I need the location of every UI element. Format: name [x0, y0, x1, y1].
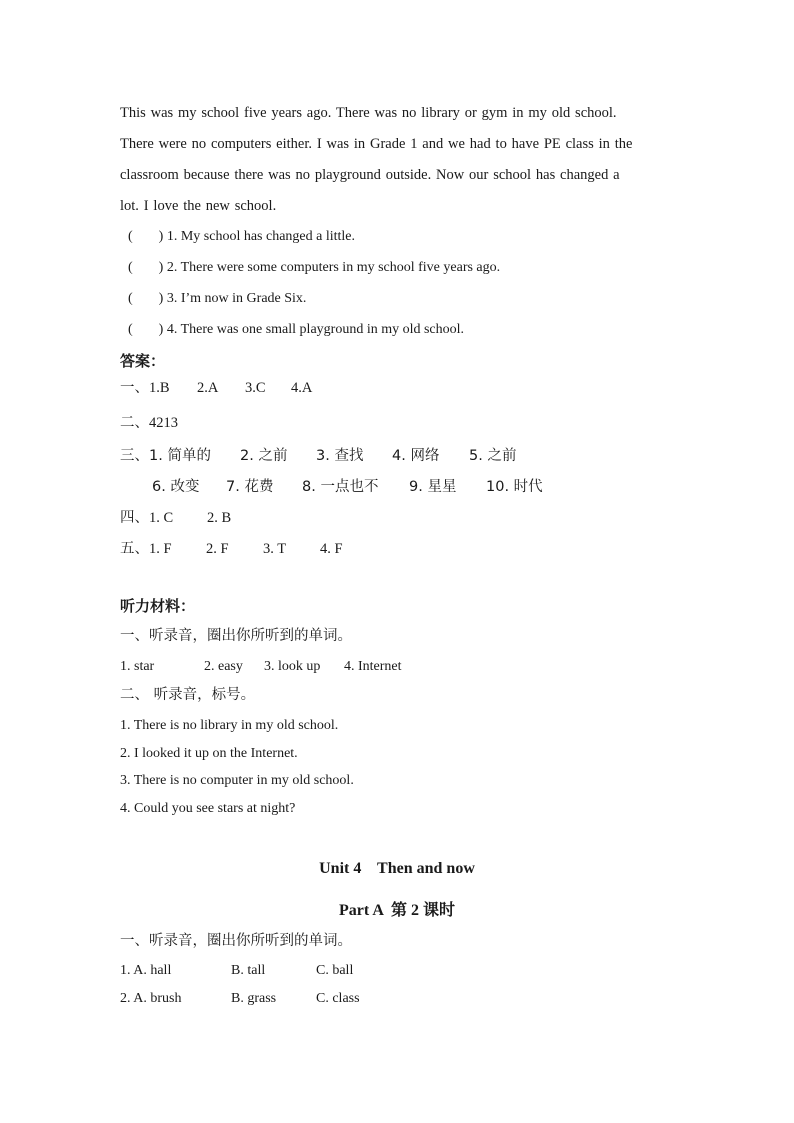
answer-item: 2. F — [206, 541, 229, 557]
word-item: 3. look up — [264, 659, 321, 674]
statement-text: 4. There was one small playground in my old school. — [166, 322, 465, 337]
listening-part-2-title: 二、 听录音，标号。 — [120, 687, 256, 703]
answer-item: 3. 查找 — [316, 448, 364, 464]
option-b: B. tall — [231, 963, 266, 978]
part-title: Part A 第 2 课时 — [339, 902, 455, 919]
answer-blank-open[interactable]: ( — [128, 322, 133, 337]
listening-sentence: 4. Could you see stars at night? — [120, 801, 296, 816]
section-prefix: 二、 — [120, 415, 149, 431]
answer-item: 2. B — [207, 510, 232, 526]
answer-item: 6. 改变 — [152, 479, 200, 495]
exercise-row — [120, 962, 353, 980]
listening-sentence: 3. There is no computer in my old school. — [120, 773, 354, 788]
answer-item: 2. 之前 — [240, 448, 288, 464]
answer-section-3 — [120, 447, 516, 465]
answer-item: 4.A — [291, 380, 313, 396]
answer-item: 1. 简单的 — [149, 448, 211, 464]
unit-title: Unit 4 Then and now — [319, 860, 475, 877]
option-c: C. ball — [316, 963, 354, 978]
answer-item: 3. T — [263, 541, 287, 557]
statement-item — [128, 228, 355, 246]
section-prefix: 三、 — [120, 448, 149, 464]
section-prefix: 一、 — [120, 380, 149, 396]
word-item: 1. star — [120, 659, 155, 674]
answer-item: 1.B — [149, 380, 170, 396]
section-prefix: 五、 — [120, 541, 149, 557]
option-b: B. grass — [231, 991, 277, 1006]
statement-text: 3. I’m now in Grade Six. — [166, 291, 307, 306]
word-item: 4. Internet — [344, 659, 402, 674]
answer-section-2 — [120, 414, 178, 432]
answer-item: 1. F — [149, 541, 172, 557]
answer-blank-close: ) — [158, 260, 164, 275]
passage-line: lot. I love the new school. — [120, 198, 277, 214]
answer-item: 2.A — [197, 380, 219, 396]
answer-section-4 — [120, 509, 231, 527]
option-a: 1. A. hall — [120, 963, 172, 978]
answers-heading: 答案： — [120, 352, 166, 370]
exercise-title: 一、听录音，圈出你所听到的单词。 — [120, 933, 352, 949]
answer-blank-close: ) — [158, 229, 164, 244]
answer-item: 7. 花费 — [226, 479, 274, 495]
answer-blank-open[interactable]: ( — [128, 260, 133, 275]
passage-line: There were no computers either. I was in Grade 1 and we had to have PE class in the — [120, 136, 633, 152]
passage-line: classroom because there was no playground outside. Now our school has changed a — [120, 167, 620, 183]
answer-item: 8. 一点也不 — [302, 479, 379, 495]
word-item: 2. easy — [204, 659, 243, 674]
listening-part-1-title: 一、听录音，圈出你所听到的单词。 — [120, 628, 352, 644]
answer-item: 10. 时代 — [486, 479, 543, 495]
statement-item — [128, 259, 500, 277]
listening-sentence: 2. I looked it up on the Internet. — [120, 746, 298, 761]
answer-blank-open[interactable]: ( — [128, 229, 133, 244]
passage-line: This was my school five years ago. There was no library or gym in my old school. — [120, 105, 617, 121]
option-a: 2. A. brush — [120, 991, 182, 1006]
statement-text: 1. My school has changed a little. — [166, 229, 356, 244]
listening-heading: 听力材料： — [120, 597, 196, 615]
statement-item — [128, 321, 464, 339]
exercise-row — [120, 990, 360, 1008]
answer-section-5 — [120, 540, 343, 558]
option-c: C. class — [316, 991, 360, 1006]
answer-item: 4. F — [320, 541, 343, 557]
statement-text: 2. There were some computers in my school five years ago. — [166, 260, 501, 275]
answer-item: 4. 网络 — [392, 448, 440, 464]
answer-text: 4213 — [149, 415, 178, 431]
listening-part-1-items — [120, 658, 402, 676]
answer-item: 5. 之前 — [469, 448, 517, 464]
section-prefix: 四、 — [120, 510, 149, 526]
listening-sentence: 1. There is no library in my old school. — [120, 718, 339, 733]
answer-item: 9. 星星 — [409, 479, 457, 495]
answer-section-1 — [120, 379, 312, 397]
answer-blank-close: ) — [158, 291, 164, 306]
statement-item — [128, 290, 306, 308]
answer-blank-open[interactable]: ( — [128, 291, 133, 306]
answer-item: 3.C — [245, 380, 266, 396]
answer-section-3-row-2 — [152, 478, 543, 496]
answer-item: 1. C — [149, 510, 174, 526]
answer-blank-close: ) — [158, 322, 164, 337]
